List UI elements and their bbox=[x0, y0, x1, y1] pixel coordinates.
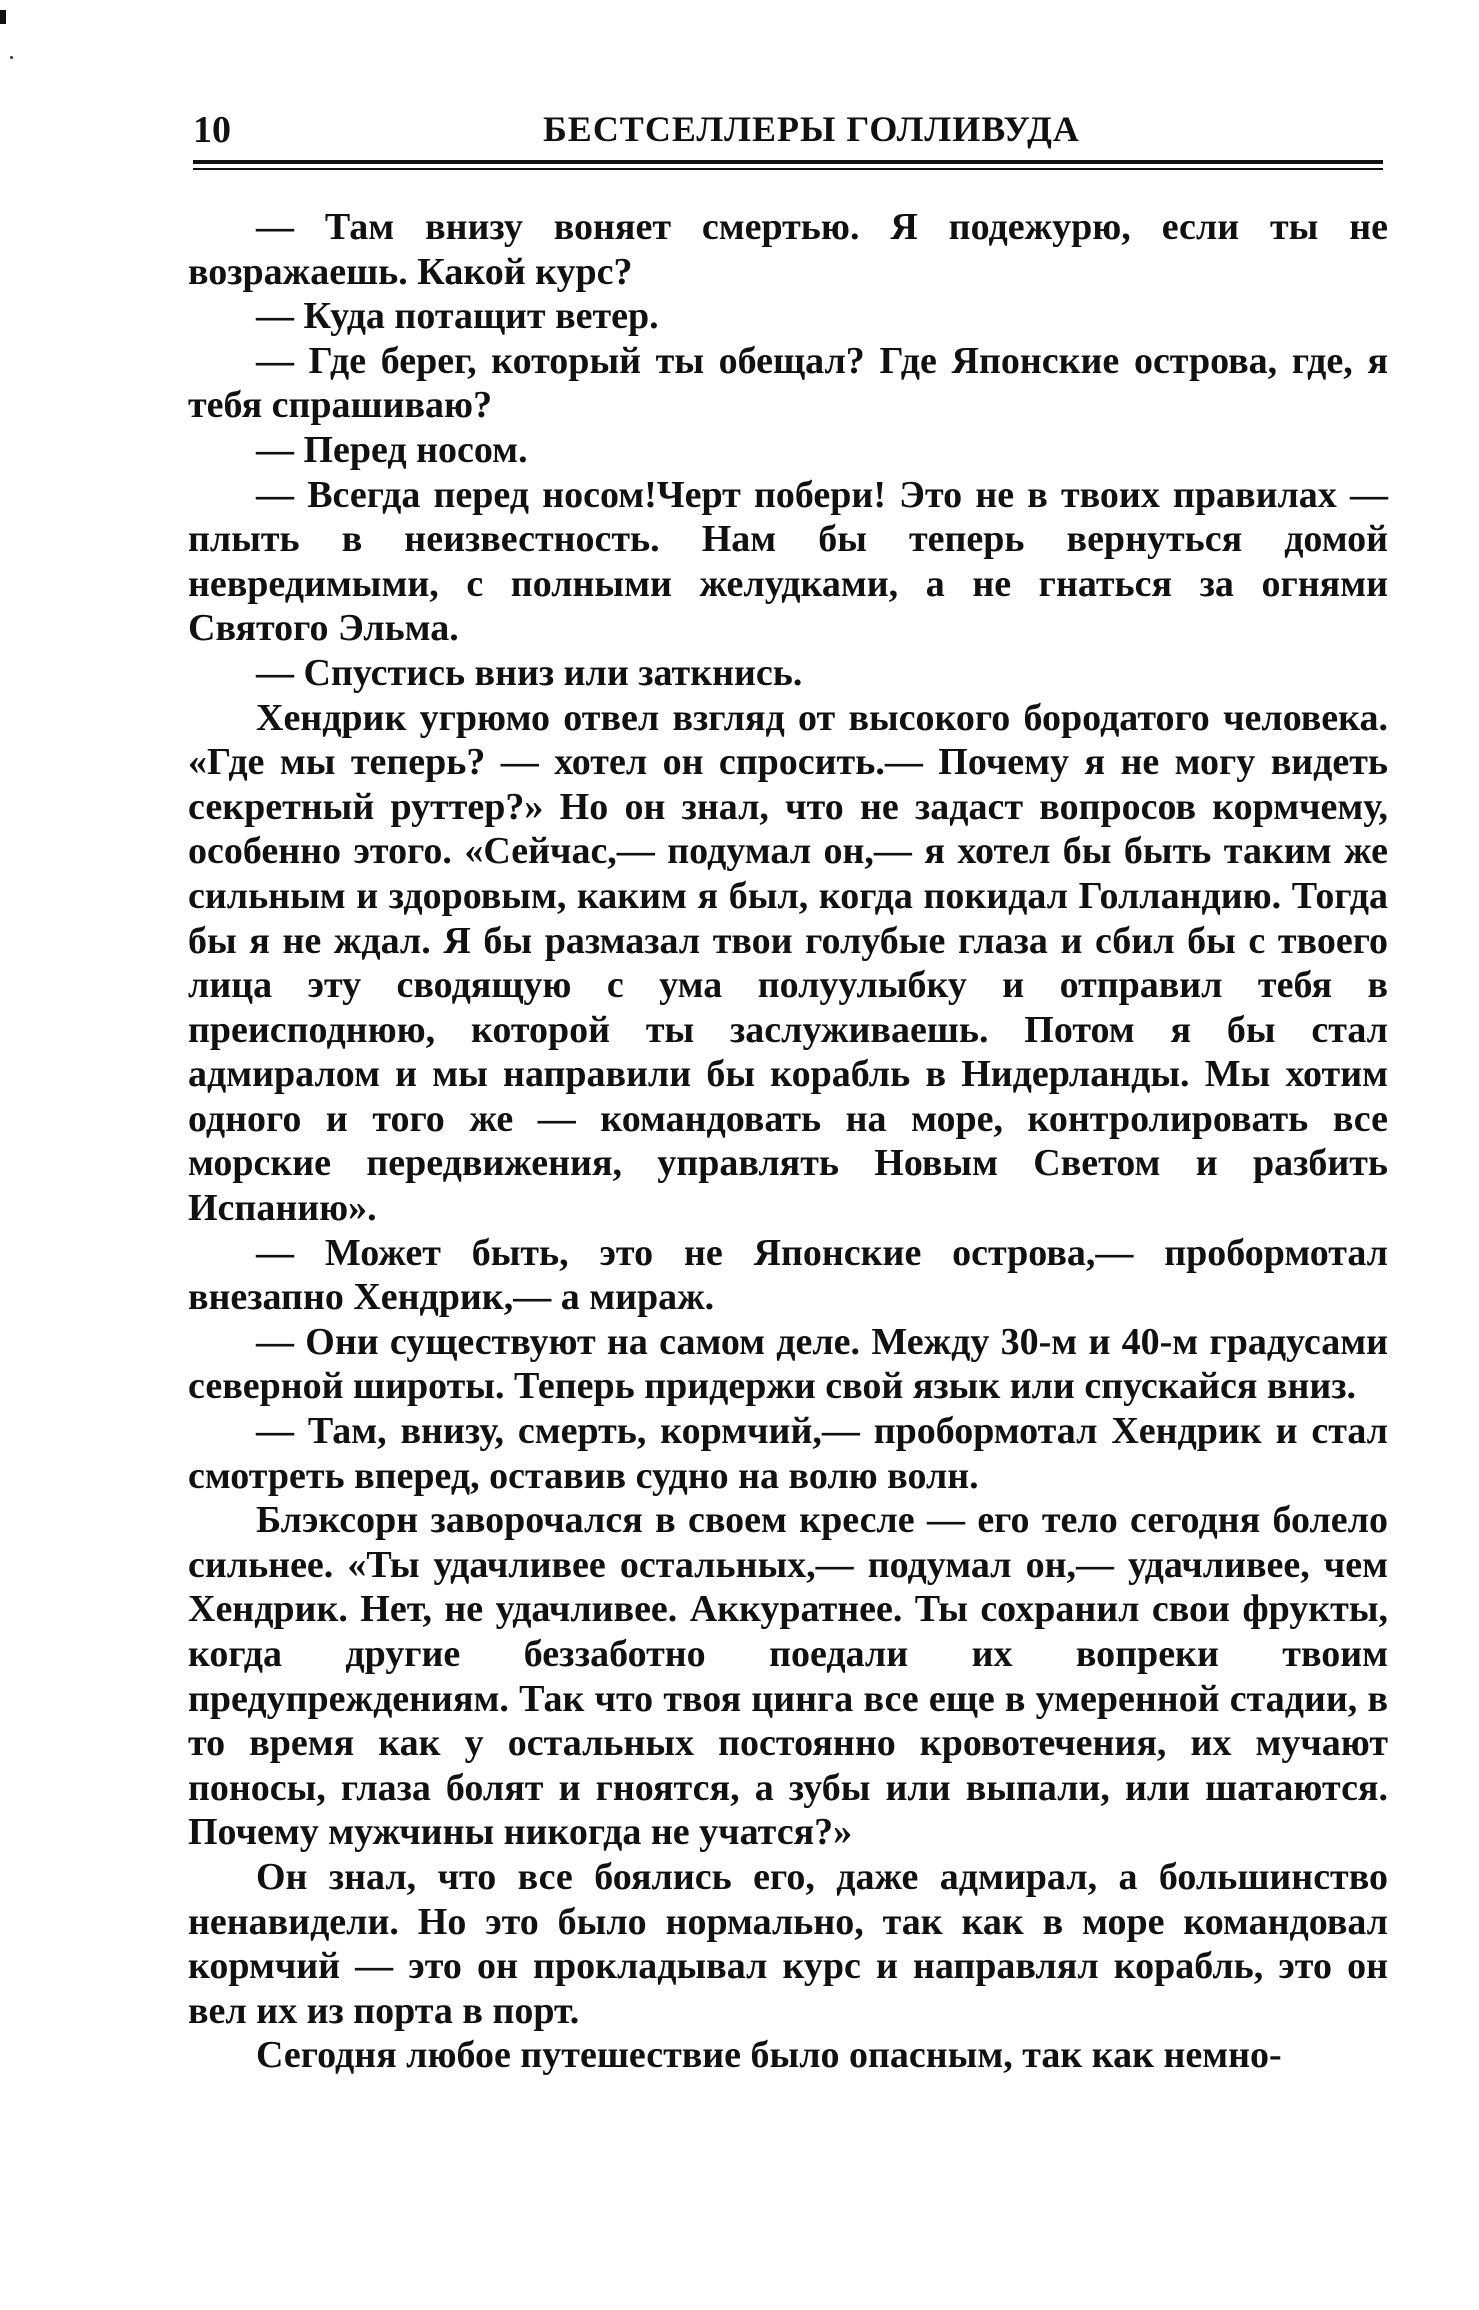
paragraph: — Всегда перед носом!Черт побери! Это не в твоих правилах — плыть в неизвестность. Нам бы теперь вернуться домой невредимыми, с полными желудками, а не гнаться за огнями Святого Эльма. bbox=[188, 473, 1388, 650]
paragraph: — Там внизу воняет смертью. Я подежурю, если ты не возражаешь. Какой курс? bbox=[188, 206, 1388, 293]
body-text bbox=[188, 205, 1388, 2078]
page-header bbox=[193, 108, 1383, 158]
paragraph: — Спустись вниз или заткнись. bbox=[256, 651, 803, 694]
paragraph: Хендрик угрюмо отвел взгляд от высокого бородатого человека. «Где мы теперь? — хотел он спросить.— Почему я не могу видеть секретный руттер?» Но он знал, что не задаст вопросов кормчему, особенно этого. «Сейчас,— подумал он,— я хотел бы быть таким же сильным и здоровым, каким я был, когда покидал Голландию. Тогда бы я не ждал. Я бы размазал твои голубые глаза и сбил бы с твоего лица эту сводящую с ума полуулыбку и отправил тебя в преисподнюю, которой ты заслуживаешь. Потом я бы стал адмиралом и мы направили бы корабль в Нидерланды. Мы хотим одного и того же — командовать на море, контролировать все морские передвижения, управлять Новым Светом и разбить Испанию». bbox=[188, 696, 1388, 1230]
paragraph: — Может быть, это не Японские острова,— пробормотал внезапно Хендрик,— а мираж. bbox=[188, 1231, 1388, 1319]
paragraph: Он знал, что все боялись его, даже адмирал, а большинство ненавидели. Но это было нормально, так как в море командовал кормчий — это он прокладывал курс и направлял корабль, это он вел их из порта в порт. bbox=[188, 1855, 1388, 2032]
paragraph: — Куда потащит ветер. bbox=[256, 295, 659, 338]
paragraph: — Там, внизу, смерть, кормчий,— пробормотал Хендрик и стал смотреть вперед, оставив судно на волю волн. bbox=[188, 1410, 1388, 1497]
header-rule-thin bbox=[193, 168, 1383, 170]
paragraph: — Перед носом. bbox=[256, 428, 528, 471]
scan-artifact bbox=[0, 10, 6, 24]
paragraph: — Они существуют на самом деле. Между 30-м и 40-м градусами северной широты. Теперь придержи свой язык или спускайся вниз. bbox=[188, 1320, 1388, 1408]
paragraph: Сегодня любое путешествие было опасным, так как немно- bbox=[256, 2034, 1282, 2077]
scan-speck bbox=[10, 56, 13, 59]
paragraph: — Где берег, который ты обещал? Где Японские острова, где, я тебя спрашиваю? bbox=[188, 339, 1388, 427]
running-title: БЕСТСЕЛЛЕРЫ ГОЛЛИВУДА bbox=[543, 109, 1080, 149]
header-rule-thick bbox=[193, 160, 1383, 164]
page-number: 10 bbox=[193, 109, 231, 151]
paragraph: Блэксорн заворочался в своем кресле — его тело сегодня болело сильнее. «Ты удачливее остальных,— подумал он,— удачливее, чем Хендрик. Нет, не удачливее. Аккуратнее. Ты сохранил свои фрукты, когда другие беззаботно поедали их вопреки твоим предупреждениям. Так что твоя цинга все еще в умеренной стадии, в то время как у остальных постоянно кровотечения, их мучают поносы, глаза болят и гноятся, а зубы или выпали, или шатаются. Почему мужчины никогда не учатся?» bbox=[188, 1499, 1388, 1854]
